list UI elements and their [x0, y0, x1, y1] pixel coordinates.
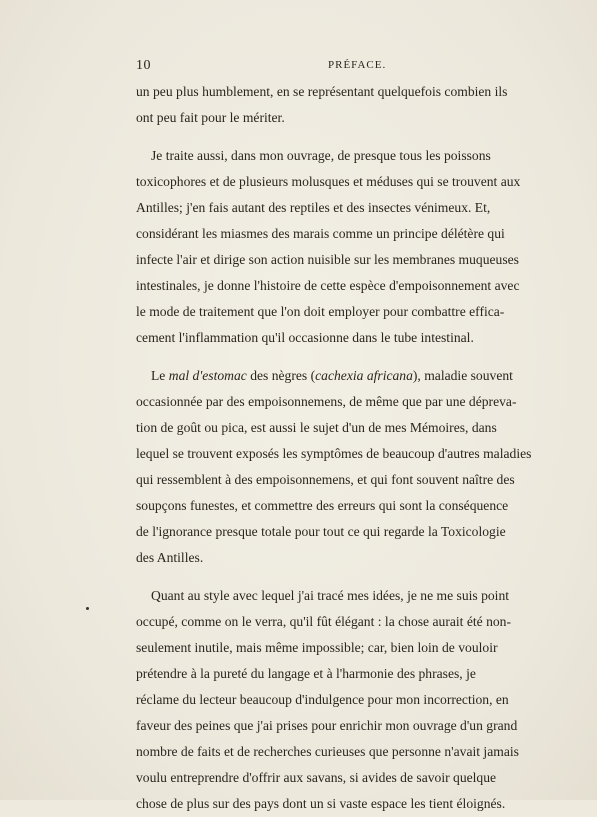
running-head: PRÉFACE. — [328, 59, 387, 71]
text-line: tion de goût ou pica, est aussi le sujet d'un de mes Mémoires, dans — [136, 420, 497, 435]
margin-mark — [86, 607, 89, 610]
text-line: chose de plus sur des pays dont un si vaste espace les tient éloignés. — [136, 796, 506, 811]
text-line: nombre de faits et de recherches curieuses que personne n'avait jamais — [136, 744, 519, 759]
text-fragment: ), maladie souvent — [412, 368, 513, 383]
body-text — [136, 79, 532, 817]
text-line: qui ressemblent à des empoisonnemens, et qui font souvent naître des — [136, 472, 515, 487]
page-number: 10 — [136, 58, 151, 73]
text-line: prétendre à la pureté du langage et à l'harmonie des phrases, je — [136, 666, 476, 681]
text-line: le mode de traitement que l'on doit employer pour combattre effica- — [136, 304, 505, 319]
text-line: réclame du lecteur beaucoup d'indulgence pour mon incorrection, en — [136, 692, 509, 707]
text-line: considérant les miasmes des marais comme un principe délétère qui — [136, 226, 505, 241]
text-line: faveur des peines que j'ai prises pour enrichir mon ouvrage d'un grand — [136, 718, 518, 733]
text-line: Je traite aussi, dans mon ouvrage, de presque tous les poissons — [151, 148, 491, 163]
text-line: de l'ignorance presque totale pour tout ce qui regarde la Toxicologie — [136, 524, 506, 539]
text-line: des Antilles. — [136, 550, 204, 565]
paragraph-4 — [136, 583, 519, 817]
text-line: Antilles; j'en fais autant des reptiles et des insectes vénimeux. Et, — [136, 200, 491, 215]
text-line: soupçons funestes, et commettre des erreurs qui sont la conséquence — [136, 498, 509, 513]
paragraph-1 — [136, 79, 508, 131]
text-line: occupé, comme on le verra, qu'il fût élégant : la chose aurait été non- — [136, 614, 511, 629]
text-line: Quant au style avec lequel j'ai tracé mes idées, je ne me suis point — [151, 588, 510, 603]
paragraph-3 — [136, 363, 532, 571]
paragraph-2 — [136, 143, 521, 351]
page-header — [136, 58, 472, 76]
text-line: ont peu fait pour le mériter. — [136, 110, 285, 125]
text-line: cement l'inflammation qu'il occasionne dans le tube intestinal. — [136, 330, 474, 345]
text-fragment: des nègres ( — [246, 368, 316, 383]
text-line: seulement inutile, mais même impossible; car, bien loin de vouloir — [136, 640, 498, 655]
italic-term: mal d'estomac — [168, 368, 247, 383]
text-line — [136, 363, 513, 389]
text-line: infecte l'air et dirige son action nuisible sur les membranes muqueuses — [136, 252, 519, 267]
text-line: un peu plus humblement, en se représentant quelquefois combien ils — [136, 84, 508, 99]
text-line: voulu entreprendre d'offrir aux savans, si avides de savoir quelque — [136, 770, 497, 785]
text-line: intestinales, je donne l'histoire de cette espèce d'empoisonnement avec — [136, 278, 520, 293]
italic-term: cachexia africana — [315, 368, 413, 383]
text-fragment: Le — [151, 368, 169, 383]
text-line: toxicophores et de plusieurs molusques et méduses qui se trouvent aux — [136, 174, 521, 189]
text-line: occasionnée par des empoisonnemens, de même que par une dépreva- — [136, 394, 517, 409]
text-line: lequel se trouvent exposés les symptômes de beaucoup d'autres maladies — [136, 446, 532, 461]
